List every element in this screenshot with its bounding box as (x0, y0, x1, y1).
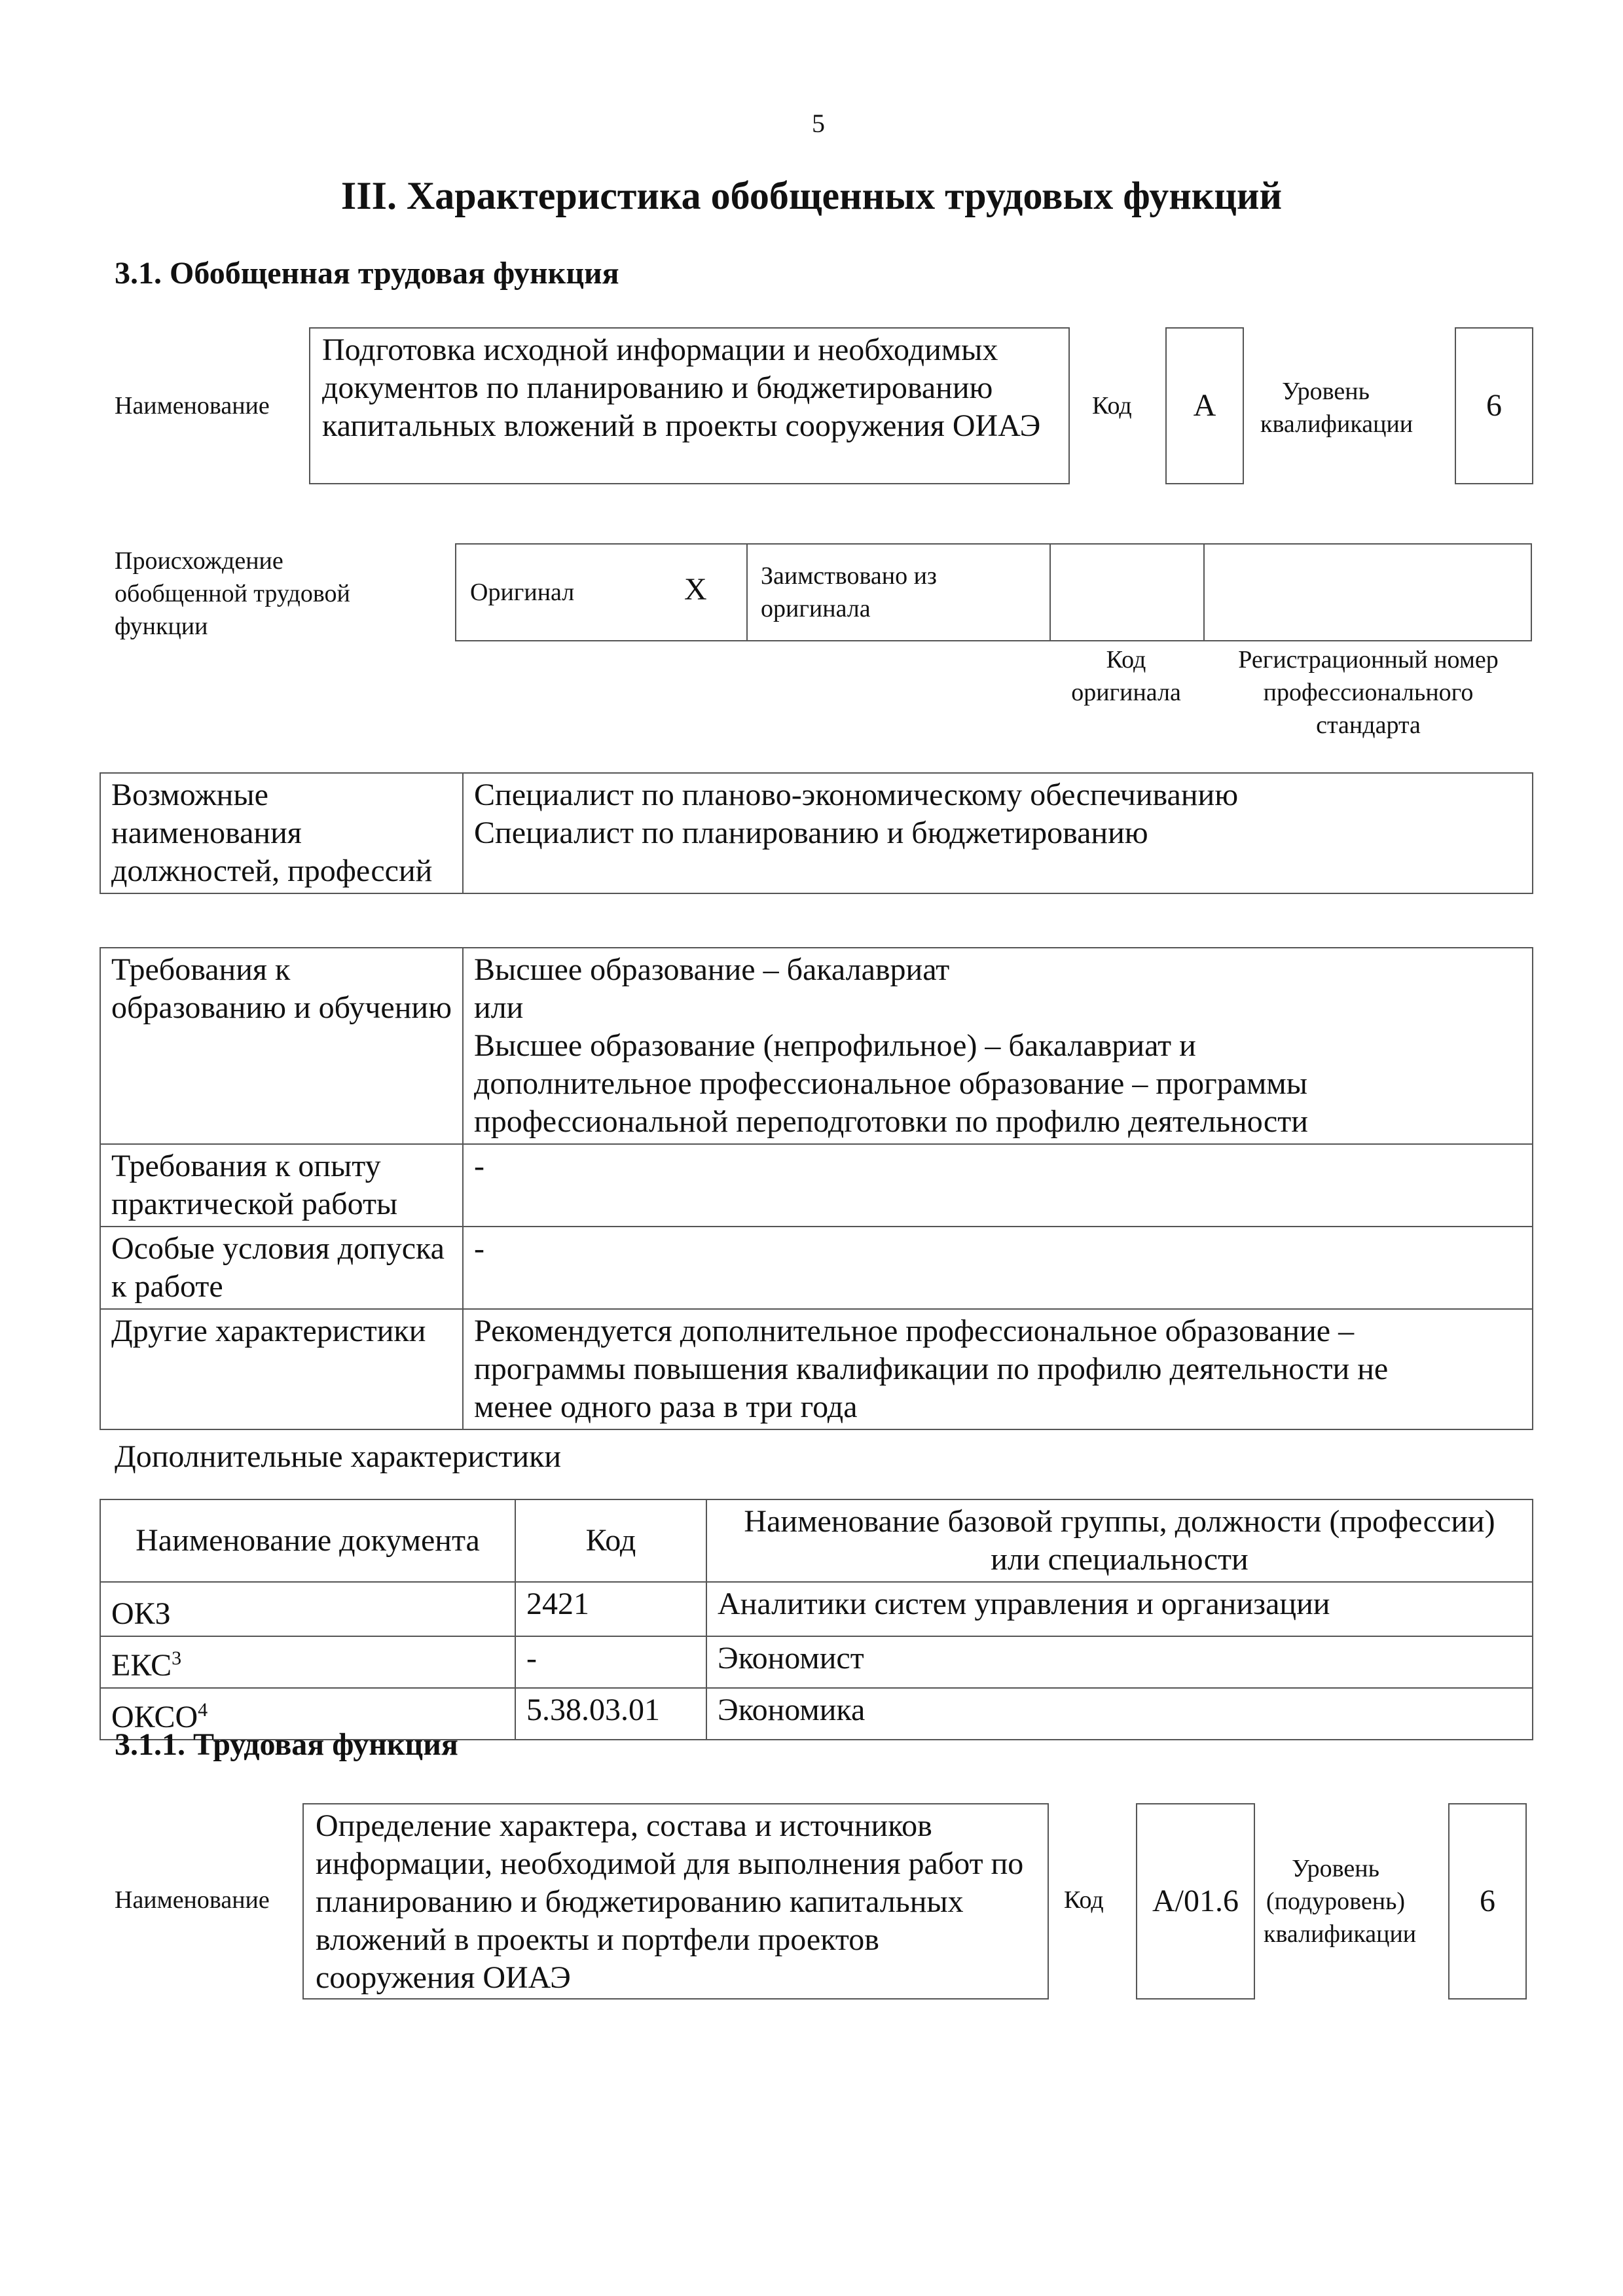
tf-name-value: Определение характера, состава и источников информации, необходимой для выполнения работ по планированию и бюджетированию капитальных вложений в проекты и портфели проектов сооружения ОИАЭ (302, 1803, 1049, 2000)
req-education-value (463, 948, 1533, 1144)
additional-header-name: Наименование базовой группы, должности (профессии) или специальности (706, 1499, 1533, 1582)
gtf-heading: 3.1. Обобщенная трудовая функция (115, 256, 619, 291)
req-line: программы повышения квалификации по профилю деятельности не (474, 1352, 1389, 1386)
gtf-level-value: 6 (1455, 327, 1533, 484)
positions-label: Возможные наименования должностей, профессий (100, 773, 463, 893)
additional-table (100, 1499, 1533, 1740)
req-line: Высшее образование (непрофильное) – бакалавриат и (474, 1028, 1196, 1063)
gtf-level-label: Уровень квалификации (1260, 378, 1413, 438)
req-experience-label: Требования к опыту практической работы (100, 1144, 463, 1227)
additional-header-doc: Наименование документа (100, 1499, 515, 1582)
gtf-code-value: A (1165, 327, 1244, 484)
origin-code-caption: Код оригинала (1071, 646, 1181, 706)
gtf-name-value: Подготовка исходной информации и необходимых документов по планированию и бюджетированию капитальных вложений в проекты сооружения ОИАЭ (309, 327, 1070, 484)
tf-level-value: 6 (1448, 1803, 1527, 2000)
origin-original-label: Оригинал (470, 579, 575, 606)
req-line: Рекомендуется дополнительное профессиональное образование – (474, 1314, 1355, 1348)
section-title: III. Характеристика обобщенных трудовых функций (340, 174, 1283, 217)
req-other-value (463, 1309, 1533, 1429)
additional-doc: ОКЗ (100, 1582, 515, 1636)
origin-label: Происхождение обобщенной трудовой функции (115, 547, 350, 640)
req-experience-value: - (463, 1144, 1533, 1227)
positions-table (100, 772, 1533, 894)
additional-name: Аналитики систем управления и организации (706, 1582, 1533, 1636)
additional-doc: ЕКС$^3$ (100, 1636, 515, 1688)
req-line: менее одного раза в три года (474, 1390, 858, 1424)
req-education-label: Требования к образованию и обучению (100, 948, 463, 1144)
positions-values (463, 773, 1533, 893)
req-line: профессиональной переподготовки по профилю деятельности (474, 1104, 1308, 1139)
origin-borrowed-label: Заимствовано из оригинала (761, 562, 937, 622)
additional-title: Дополнительные характеристики (115, 1439, 562, 1474)
origin-reg-caption: Регистрационный номер профессионального стандарта (1238, 646, 1499, 739)
additional-name: Экономист (706, 1636, 1533, 1688)
tf-name-label: Наименование (115, 1886, 270, 1914)
req-line: или (474, 990, 524, 1025)
req-other-label: Другие характеристики (100, 1309, 463, 1429)
position-item: Специалист по планово-экономическому обеспечиванию (474, 778, 1239, 812)
tf-code-value: A/01.6 (1136, 1803, 1255, 2000)
page-number: 5 (812, 109, 825, 138)
additional-name: Экономика (706, 1688, 1533, 1740)
tf-level-label: Уровень (подуровень) квалификации (1264, 1855, 1417, 1948)
tf-heading: 3.1.1. Трудовая функция (115, 1727, 458, 1762)
req-line: дополнительное профессиональное образование – программы (474, 1066, 1308, 1101)
additional-header-code: Код (515, 1499, 706, 1582)
additional-code: 2421 (515, 1582, 706, 1636)
req-line: Высшее образование – бакалавриат (474, 952, 950, 987)
req-conditions-value: - (463, 1227, 1533, 1309)
additional-doc: ОКСО$^4$ (100, 1688, 515, 1740)
gtf-code-label: Код (1092, 392, 1132, 420)
origin-original-mark: X (684, 572, 707, 607)
position-item: Специалист по планированию и бюджетированию (474, 816, 1148, 850)
origin-code-cell (1049, 543, 1205, 641)
gtf-name-label: Наименование (115, 392, 270, 420)
additional-code: 5.38.03.01 (515, 1688, 706, 1740)
tf-code-label: Код (1064, 1886, 1104, 1914)
req-conditions-label: Особые условия допуска к работе (100, 1227, 463, 1309)
requirements-table (100, 947, 1533, 1430)
additional-code: - (515, 1636, 706, 1688)
